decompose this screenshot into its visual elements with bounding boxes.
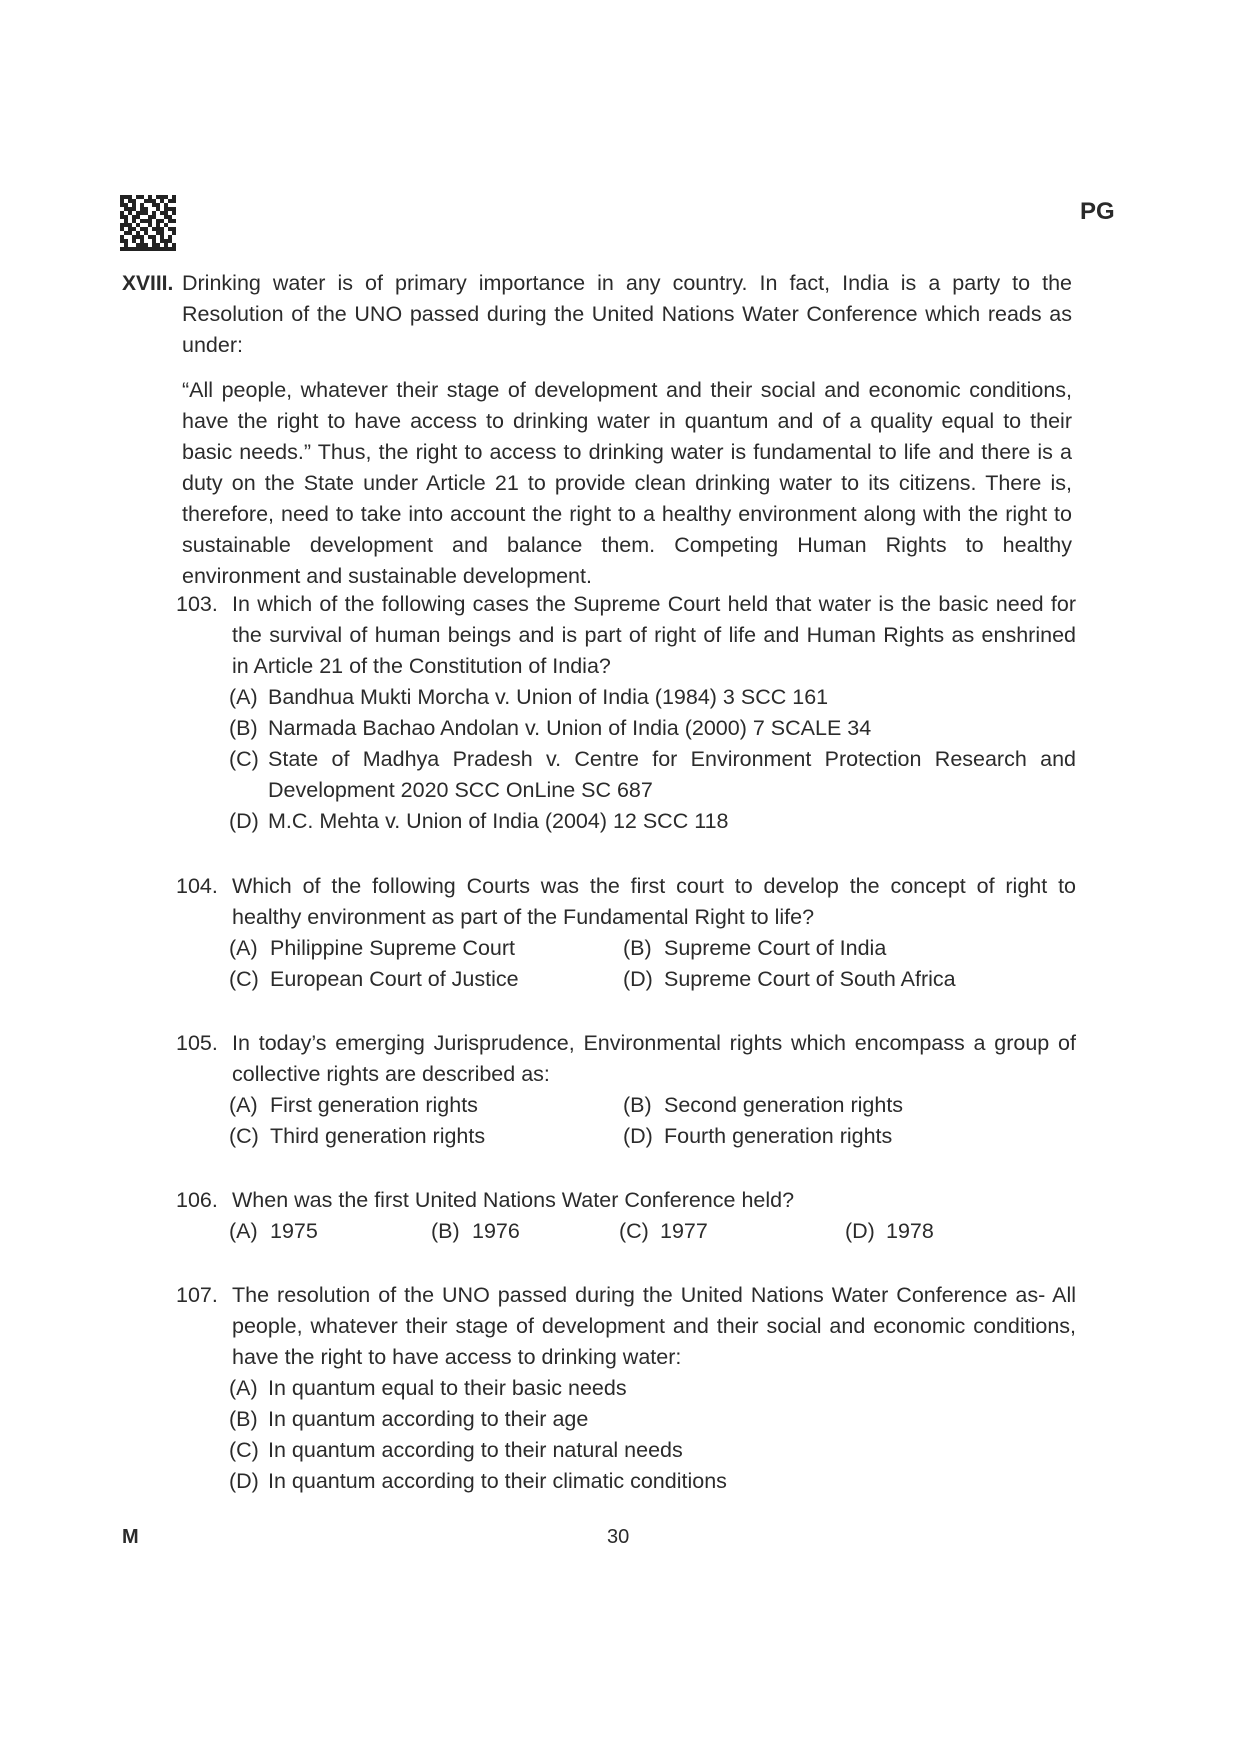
option-c[interactable] (229, 964, 623, 995)
question-stem: When was the first United Nations Water Conference held? (232, 1188, 795, 1212)
option-label: (C) (229, 967, 259, 991)
footer-code: M (122, 1526, 139, 1548)
option-label: (A) (229, 1093, 258, 1117)
option-b[interactable] (623, 933, 1023, 964)
option-label: (A) (229, 936, 258, 960)
option-d[interactable] (229, 806, 1076, 837)
option-label: (B) (623, 936, 652, 960)
option-text: 1975 (270, 1219, 318, 1243)
option-d[interactable] (229, 1466, 1076, 1497)
option-text: Third generation rights (270, 1124, 486, 1148)
question-number: 105. (176, 1031, 218, 1055)
option-d[interactable] (623, 1121, 1023, 1152)
option-b[interactable] (623, 1090, 1023, 1121)
page-number: 30 (607, 1526, 630, 1548)
option-d[interactable] (623, 964, 1023, 995)
option-label: (C) (229, 747, 259, 771)
passage-number: XVIII. (122, 272, 174, 295)
option-label: (D) (229, 1469, 259, 1493)
paper-code: PG (1080, 198, 1115, 225)
question-104 (176, 871, 1076, 995)
option-b[interactable] (229, 713, 1076, 744)
option-c[interactable] (229, 744, 1076, 806)
option-text: Second generation rights (664, 1093, 904, 1117)
option-text: In quantum equal to their basic needs (268, 1376, 627, 1400)
question-stem: In today’s emerging Jurisprudence, Environmental rights which encompass a group of collective rights are described as: (232, 1031, 1076, 1086)
option-label: (D) (845, 1219, 875, 1243)
question-stem: In which of the following cases the Supreme Court held that water is the basic need for the survival of human beings and is part of right of life and Human Rights as enshrined in Article 21 of the Constitution of India? (232, 592, 1076, 678)
question-stem: The resolution of the UNO passed during the United Nations Water Conference as- All people, whatever their stage of development and their social and economic conditions, have the right to have access to drinking water: (232, 1283, 1076, 1369)
question-105 (176, 1028, 1076, 1152)
question-number: 103. (176, 592, 218, 616)
option-label: (D) (623, 1124, 653, 1148)
passage (122, 268, 1072, 592)
option-c[interactable] (229, 1435, 1076, 1466)
option-label: (B) (229, 716, 258, 740)
option-label: (B) (623, 1093, 652, 1117)
option-text: State of Madhya Pradesh v. Centre for Environment Protection Research and Development 2020 SCC OnLine SC 687 (268, 747, 1076, 802)
option-label: (D) (623, 967, 653, 991)
option-label: (A) (229, 1376, 258, 1400)
option-text: 1976 (472, 1219, 520, 1243)
option-text: European Court of Justice (270, 967, 519, 991)
question-stem: Which of the following Courts was the first court to develop the concept of right to healthy environment as part of the Fundamental Right to life? (232, 874, 1076, 929)
option-text: 1977 (660, 1219, 708, 1243)
option-label: (C) (229, 1438, 259, 1462)
passage-intro: Drinking water is of primary importance in any country. In fact, India is a party to the Resolution of the UNO passed during the United Nations Water Conference which reads as under: (182, 271, 1072, 357)
option-b[interactable] (229, 1404, 1076, 1435)
option-text: M.C. Mehta v. Union of India (2004) 12 SCC 118 (268, 809, 729, 833)
option-text: Bandhua Mukti Morcha v. Union of India (1984) 3 SCC 161 (268, 685, 829, 709)
option-text: In quantum according to their age (268, 1407, 589, 1431)
option-a[interactable] (229, 1373, 1076, 1404)
question-107 (176, 1280, 1076, 1497)
option-label: (C) (619, 1219, 649, 1243)
option-text: Philippine Supreme Court (270, 936, 515, 960)
option-d[interactable] (845, 1216, 995, 1247)
option-text: First generation rights (270, 1093, 478, 1117)
question-number: 107. (176, 1283, 218, 1307)
option-text: In quantum according to their natural needs (268, 1438, 683, 1462)
question-number: 104. (176, 874, 218, 898)
option-text: Fourth generation rights (664, 1124, 893, 1148)
option-a[interactable] (229, 682, 1076, 713)
option-text: Narmada Bachao Andolan v. Union of India (2000) 7 SCALE 34 (268, 716, 872, 740)
option-label: (D) (229, 809, 259, 833)
question-103 (176, 589, 1076, 837)
option-label: (A) (229, 685, 258, 709)
option-c[interactable] (619, 1216, 845, 1247)
option-a[interactable] (229, 1090, 623, 1121)
option-text: Supreme Court of India (664, 936, 887, 960)
option-b[interactable] (431, 1216, 619, 1247)
option-a[interactable] (229, 1216, 431, 1247)
question-number: 106. (176, 1188, 218, 1212)
passage-quote: “All people, whatever their stage of development and their social and economic conditions, have the right to have access to drinking water in quantum and of a quality equal to their basic needs.” Thus, the right to access to drinking water is fundamental to life and there is a duty on the State under Article 21 to provide clean drinking water to its citizens. There is, therefore, need to take into account the right to a healthy environment along with the right to sustainable development and balance them. Competing Human Rights to healthy environment and sustainable development. (182, 378, 1072, 588)
option-label: (C) (229, 1124, 259, 1148)
question-106 (176, 1185, 1076, 1247)
option-label: (B) (229, 1407, 258, 1431)
qr-code-icon (120, 195, 176, 251)
option-label: (A) (229, 1219, 258, 1243)
option-text: In quantum according to their climatic conditions (268, 1469, 727, 1493)
option-c[interactable] (229, 1121, 623, 1152)
option-text: 1978 (886, 1219, 934, 1243)
option-text: Supreme Court of South Africa (664, 967, 956, 991)
option-label: (B) (431, 1219, 460, 1243)
option-a[interactable] (229, 933, 623, 964)
